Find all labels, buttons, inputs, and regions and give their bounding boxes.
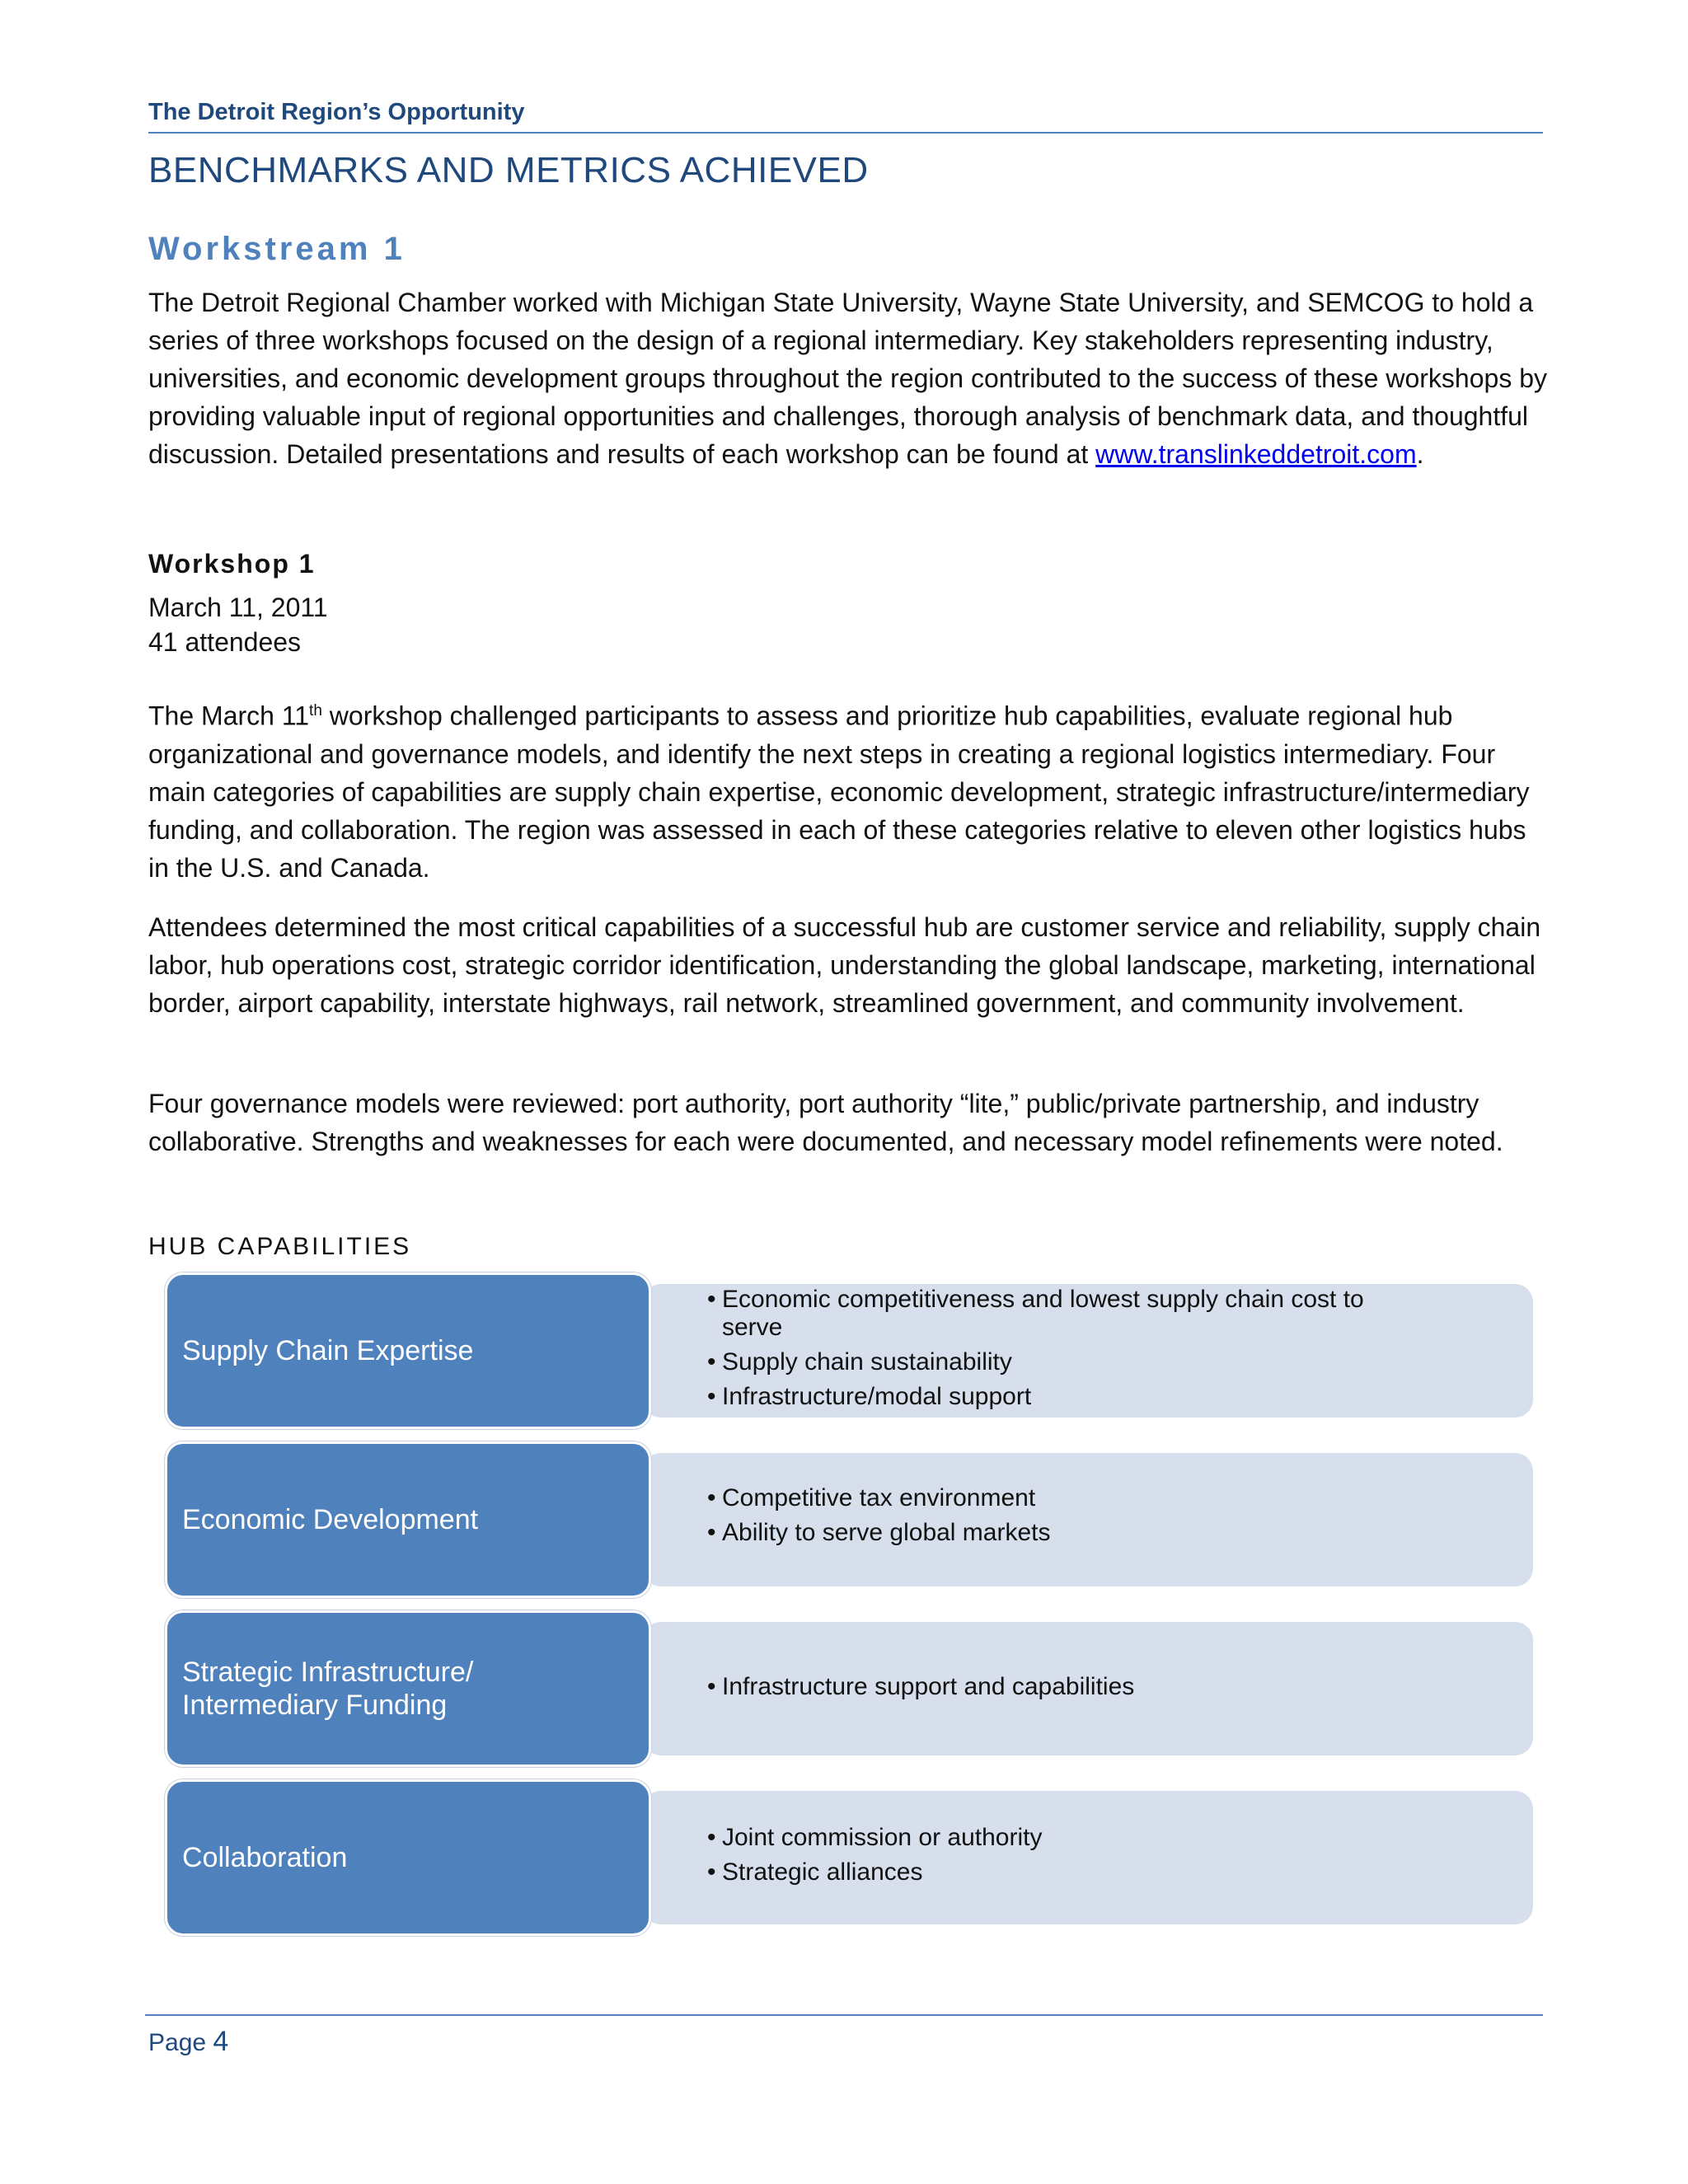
- page-number: [148, 2026, 228, 2058]
- para1-start: The March 11: [148, 701, 310, 731]
- hub-bullet: • Competitive tax environment: [707, 1484, 1036, 1511]
- hub-bullet: • Joint commission or authority: [707, 1824, 1043, 1851]
- bullet-glyph: •: [707, 1484, 716, 1511]
- hub-row-strategic-infrastructure: [165, 1610, 1533, 1767]
- footer-rule: [145, 2014, 1543, 2016]
- bullet-glyph: •: [707, 1519, 716, 1546]
- para1-superscript: th: [309, 702, 322, 719]
- workshop-paragraph-3: Four governance models were reviewed: port authority, port authority “lite,” public/private partnership, and industry collaborative. Strengths and weaknesses for each were documented, and necessary model refinements were noted.: [148, 1089, 1503, 1156]
- intro-end: .: [1416, 439, 1424, 469]
- hub-bullet-list: [707, 1673, 1531, 1708]
- page-label: Page: [148, 2029, 213, 2056]
- hub-category-label: Economic Development: [165, 1441, 651, 1598]
- workshop-attendees: 41 attendees: [148, 627, 302, 657]
- hub-category-label: Strategic Infrastructure/ Intermediary Funding: [165, 1610, 651, 1767]
- hub-row-collaboration: [165, 1779, 1533, 1936]
- hub-bullet-list: [707, 1824, 1531, 1893]
- workshop-date: March 11, 2011: [148, 593, 328, 622]
- workstream-title: Workstream 1: [148, 231, 406, 267]
- workshop-meta: [148, 590, 328, 659]
- translinked-link[interactable]: www.translinkeddetroit.com: [1095, 439, 1417, 469]
- hub-bullet: • Ability to serve global markets: [707, 1519, 1051, 1546]
- bullet-glyph: •: [707, 1286, 716, 1313]
- running-header: The Detroit Region’s Opportunity: [148, 99, 525, 125]
- hub-category-label: Collaboration: [165, 1779, 651, 1936]
- workshop-title: Workshop 1: [148, 549, 316, 579]
- hub-category-label: Supply Chain Expertise: [165, 1272, 651, 1429]
- intro-text: The Detroit Regional Chamber worked with Michigan State University, Wayne State University, and SEMCOG to hold a series of three workshops focused on the design of a regional intermediary. Key stakeholders representing industry, universities, and economic development groups throughout the region contributed to the success of these workshops by providing valuable input of regional opportunities and challenges, thorough analysis of benchmark data, and thoughtful discussion. Detailed presentations and results of each workshop can be found at: [148, 288, 1547, 469]
- intro-paragraph: [148, 284, 1550, 473]
- hub-bullet: • Strategic alliances: [707, 1858, 923, 1886]
- header-rule: [148, 132, 1543, 134]
- hub-bullet: • Economic competitiveness and lowest supply chain cost to serve: [707, 1286, 1364, 1341]
- bullet-glyph: •: [707, 1348, 716, 1376]
- hub-capabilities-heading: HUB CAPABILITIES: [148, 1233, 412, 1260]
- hub-bullet: • Infrastructure support and capabilities: [707, 1673, 1135, 1700]
- bullet-glyph: •: [707, 1673, 716, 1700]
- section-title: BENCHMARKS AND METRICS ACHIEVED: [148, 150, 869, 190]
- workshop-paragraph-1: [148, 692, 1550, 887]
- hub-bullet-list: [707, 1286, 1531, 1418]
- bullet-glyph: •: [707, 1383, 716, 1410]
- bullet-glyph: •: [707, 1824, 716, 1851]
- hub-row-economic-development: [165, 1441, 1533, 1598]
- hub-row-supply-chain: [165, 1272, 1533, 1429]
- hub-bullet-list: [707, 1484, 1531, 1554]
- hub-bullet: • Supply chain sustainability: [707, 1348, 1012, 1376]
- workshop-paragraph-2: Attendees determined the most critical capabilities of a successful hub are customer service and reliability, supply chain labor, hub operations cost, strategic corridor identification, understanding the global landscape, marketing, international border, airport capability, interstate highways, rail network, streamlined government, and community involvement.: [148, 912, 1541, 1018]
- bullet-glyph: •: [707, 1858, 716, 1886]
- page-number-value: 4: [213, 2026, 229, 2057]
- hub-bullet: • Infrastructure/modal support: [707, 1383, 1032, 1410]
- para1-rest: workshop challenged participants to assess and prioritize hub capabilities, evaluate regional hub organizational and governance models, and identify the next steps in creating a regional logistics intermediary. Four main categories of capabilities are supply chain expertise, economic development, strategic infrastructure/intermediary funding, and collaboration. The region was assessed in each of these categories relative to eleven other logistics hubs in the U.S. and Canada.: [148, 701, 1530, 883]
